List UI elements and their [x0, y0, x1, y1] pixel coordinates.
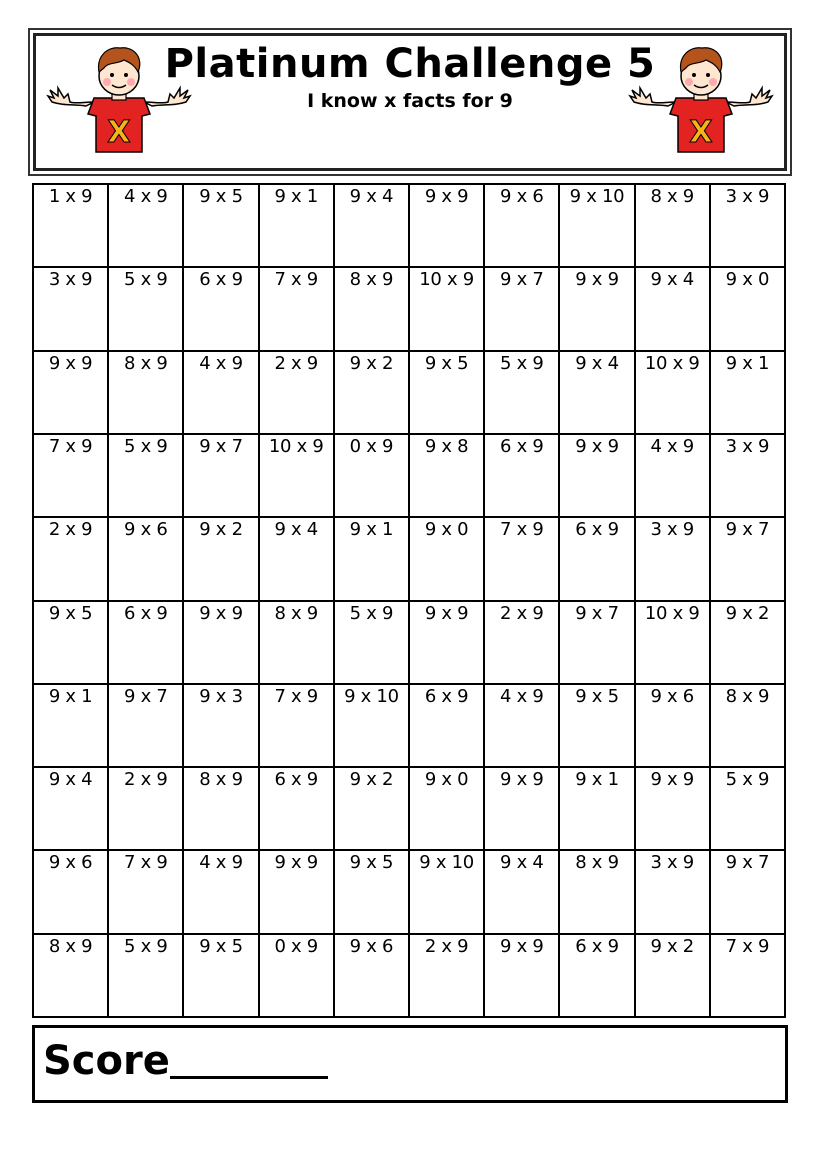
- fact-question: 9 x 5: [48, 602, 93, 624]
- fact-question: 9 x 4: [575, 352, 619, 374]
- fact-question: 2 x 9: [424, 935, 469, 957]
- fact-cell[interactable]: [485, 352, 560, 435]
- fact-cell[interactable]: [109, 602, 184, 685]
- fact-question: 8 x 9: [650, 186, 694, 207]
- fact-cell[interactable]: [109, 435, 184, 518]
- fact-cell[interactable]: [560, 518, 635, 601]
- fact-question: 7 x 9: [274, 685, 318, 707]
- fact-question: 4 x 9: [199, 852, 243, 874]
- fact-question: 9 x 3: [199, 685, 243, 707]
- fact-cell[interactable]: [711, 518, 786, 601]
- fact-question: 9 x 7: [500, 269, 544, 291]
- fact-question: 9 x 9: [424, 186, 469, 207]
- score-label: Score: [43, 1038, 170, 1084]
- fact-question: 6 x 9: [500, 435, 544, 457]
- fact-question: 0 x 9: [274, 935, 318, 957]
- fact-cell[interactable]: [184, 185, 259, 268]
- fact-cell[interactable]: [636, 935, 711, 1018]
- fact-question: 3 x 9: [725, 435, 770, 457]
- fact-cell[interactable]: [109, 685, 184, 768]
- fact-cell[interactable]: [34, 768, 109, 851]
- fact-cell[interactable]: [636, 602, 711, 685]
- fact-question: 10 x 9: [644, 352, 700, 374]
- score-box: [32, 1025, 788, 1103]
- fact-question: 7 x 9: [725, 935, 770, 957]
- title-banner: [28, 28, 792, 176]
- fact-cell[interactable]: [260, 435, 335, 518]
- fact-question: 9 x 5: [349, 852, 394, 874]
- fact-question: 9 x 9: [274, 852, 318, 874]
- fact-question: 9 x 5: [199, 186, 243, 207]
- fact-cell[interactable]: [34, 851, 109, 934]
- fact-question: 9 x 7: [725, 519, 770, 541]
- fact-cell[interactable]: [335, 851, 410, 934]
- fact-question: 3 x 9: [650, 852, 694, 874]
- fact-cell[interactable]: [711, 352, 786, 435]
- fact-question: 6 x 9: [199, 269, 243, 291]
- fact-cell[interactable]: [34, 518, 109, 601]
- fact-question: 9 x 9: [500, 769, 544, 791]
- fact-question: 9 x 4: [274, 519, 318, 541]
- fact-question: 8 x 9: [274, 602, 318, 624]
- fact-cell[interactable]: [34, 185, 109, 268]
- fact-question: 9 x 1: [274, 186, 318, 207]
- fact-cell[interactable]: [636, 268, 711, 351]
- fact-question: 2 x 9: [124, 769, 168, 791]
- fact-question: 5 x 9: [725, 769, 770, 791]
- fact-cell[interactable]: [335, 768, 410, 851]
- fact-cell[interactable]: [335, 352, 410, 435]
- fact-question: 8 x 9: [349, 269, 394, 291]
- mascot-right-image: [626, 44, 776, 154]
- fact-cell[interactable]: [109, 352, 184, 435]
- fact-cell[interactable]: [410, 768, 485, 851]
- fact-cell[interactable]: [636, 352, 711, 435]
- fact-cell[interactable]: [260, 685, 335, 768]
- fact-question: 6 x 9: [124, 602, 168, 624]
- fact-cell[interactable]: [184, 768, 259, 851]
- fact-cell[interactable]: [560, 185, 635, 268]
- fact-question: 7 x 9: [500, 519, 544, 541]
- fact-cell[interactable]: [636, 435, 711, 518]
- fact-question: 9 x 4: [500, 852, 544, 874]
- fact-cell[interactable]: [410, 518, 485, 601]
- fact-question: 0 x 9: [349, 435, 394, 457]
- fact-cell[interactable]: [485, 935, 560, 1018]
- fact-question: 9 x 6: [48, 852, 93, 874]
- fact-cell[interactable]: [109, 518, 184, 601]
- fact-cell[interactable]: [485, 268, 560, 351]
- fact-question: 3 x 9: [725, 186, 770, 207]
- fact-question: 9 x 7: [124, 685, 168, 707]
- fact-cell[interactable]: [109, 268, 184, 351]
- fact-cell[interactable]: [34, 685, 109, 768]
- fact-cell[interactable]: [184, 518, 259, 601]
- fact-question: 9 x 9: [575, 269, 619, 291]
- fact-cell[interactable]: [260, 518, 335, 601]
- fact-cell[interactable]: [34, 935, 109, 1018]
- fact-cell[interactable]: [184, 685, 259, 768]
- fact-cell[interactable]: [485, 185, 560, 268]
- fact-question: 9 x 1: [48, 685, 93, 707]
- fact-question: 9 x 1: [349, 519, 394, 541]
- fact-cell[interactable]: [109, 768, 184, 851]
- fact-cell[interactable]: [711, 935, 786, 1018]
- fact-cell[interactable]: [711, 768, 786, 851]
- fact-cell[interactable]: [335, 935, 410, 1018]
- fact-cell[interactable]: [260, 185, 335, 268]
- fact-question: 10 x 9: [419, 269, 474, 291]
- fact-question: 7 x 9: [48, 435, 93, 457]
- fact-question: 1 x 9: [48, 186, 93, 207]
- page-subtitle: I know x facts for 9: [307, 90, 513, 112]
- fact-cell[interactable]: [560, 935, 635, 1018]
- fact-question: 9 x 2: [725, 602, 770, 624]
- fact-cell[interactable]: [335, 602, 410, 685]
- title-banner-inner: [33, 33, 787, 171]
- fact-cell[interactable]: [260, 768, 335, 851]
- fact-cell[interactable]: [260, 352, 335, 435]
- fact-question: 4 x 9: [650, 435, 694, 457]
- fact-question: 9 x 5: [199, 935, 243, 957]
- fact-cell[interactable]: [335, 685, 410, 768]
- fact-question: 10 x 9: [644, 602, 700, 624]
- fact-question: 9 x 9: [500, 935, 544, 957]
- fact-question: 9 x 9: [424, 602, 469, 624]
- fact-cell[interactable]: [410, 935, 485, 1018]
- fact-cell[interactable]: [410, 268, 485, 351]
- fact-question: 9 x 4: [650, 269, 694, 291]
- fact-question: 9 x 6: [500, 186, 544, 207]
- fact-cell[interactable]: [260, 935, 335, 1018]
- fact-question: 9 x 4: [349, 186, 394, 207]
- fact-cell[interactable]: [260, 851, 335, 934]
- fact-cell[interactable]: [34, 602, 109, 685]
- fact-cell[interactable]: [560, 435, 635, 518]
- fact-cell[interactable]: [711, 185, 786, 268]
- fact-question: 2 x 9: [274, 352, 318, 374]
- fact-question: 8 x 9: [48, 935, 93, 957]
- fact-cell[interactable]: [34, 352, 109, 435]
- fact-cell[interactable]: [560, 768, 635, 851]
- fact-question: 9 x 1: [575, 769, 619, 791]
- fact-cell[interactable]: [560, 352, 635, 435]
- fact-cell[interactable]: [560, 268, 635, 351]
- fact-cell[interactable]: [711, 602, 786, 685]
- fact-question: 9 x 9: [48, 352, 93, 374]
- fact-question: 9 x 2: [199, 519, 243, 541]
- fact-cell[interactable]: [636, 685, 711, 768]
- fact-cell[interactable]: [410, 685, 485, 768]
- fact-cell[interactable]: [335, 185, 410, 268]
- fact-cell[interactable]: [636, 768, 711, 851]
- fact-cell[interactable]: [485, 685, 560, 768]
- fact-question: 6 x 9: [274, 769, 318, 791]
- fact-question: 5 x 9: [124, 435, 168, 457]
- fact-cell[interactable]: [109, 185, 184, 268]
- fact-cell[interactable]: [560, 851, 635, 934]
- fact-cell[interactable]: [109, 851, 184, 934]
- fact-cell[interactable]: [335, 435, 410, 518]
- fact-cell[interactable]: [485, 851, 560, 934]
- fact-cell[interactable]: [184, 352, 259, 435]
- fact-cell[interactable]: [260, 268, 335, 351]
- fact-question: 9 x 5: [575, 685, 619, 707]
- fact-question: 9 x 1: [725, 352, 770, 374]
- fact-question: 9 x 2: [650, 935, 694, 957]
- fact-cell[interactable]: [711, 685, 786, 768]
- fact-question: 9 x 2: [349, 769, 394, 791]
- fact-cell[interactable]: [636, 518, 711, 601]
- fact-question: 9 x 2: [349, 352, 394, 374]
- fact-question: 5 x 9: [349, 602, 394, 624]
- fact-cell[interactable]: [485, 768, 560, 851]
- fact-question: 3 x 9: [650, 519, 694, 541]
- fact-cell[interactable]: [410, 352, 485, 435]
- fact-cell[interactable]: [34, 268, 109, 351]
- fact-question: 8 x 9: [199, 769, 243, 791]
- fact-question: 9 x 9: [650, 769, 694, 791]
- fact-question: 9 x 0: [424, 769, 469, 791]
- fact-question: 9 x 10: [419, 852, 474, 874]
- fact-question: 4 x 9: [124, 186, 168, 207]
- fact-cell[interactable]: [711, 435, 786, 518]
- fact-question: 2 x 9: [48, 519, 93, 541]
- fact-cell[interactable]: [184, 435, 259, 518]
- fact-question: 7 x 9: [124, 852, 168, 874]
- fact-cell[interactable]: [410, 185, 485, 268]
- fact-cell[interactable]: [485, 435, 560, 518]
- fact-question: 9 x 7: [199, 435, 243, 457]
- fact-question: 9 x 6: [124, 519, 168, 541]
- fact-question: 9 x 4: [48, 769, 93, 791]
- fact-cell[interactable]: [485, 602, 560, 685]
- fact-cell[interactable]: [109, 935, 184, 1018]
- fact-cell[interactable]: [184, 851, 259, 934]
- fact-question: 9 x 9: [575, 435, 619, 457]
- page-title: Platinum Challenge 5: [164, 41, 656, 87]
- fact-question: 8 x 9: [725, 685, 770, 707]
- fact-question: 8 x 9: [575, 852, 619, 874]
- fact-cell[interactable]: [560, 685, 635, 768]
- fact-question: 9 x 9: [199, 602, 243, 624]
- fact-question: 9 x 0: [424, 519, 469, 541]
- fact-question: 9 x 7: [725, 852, 770, 874]
- fact-cell[interactable]: [560, 602, 635, 685]
- fact-cell[interactable]: [636, 185, 711, 268]
- fact-cell[interactable]: [410, 602, 485, 685]
- score-answer-line[interactable]: [170, 1076, 328, 1079]
- fact-question: 6 x 9: [424, 685, 469, 707]
- fact-question: 9 x 0: [725, 269, 770, 291]
- fact-cell[interactable]: [260, 602, 335, 685]
- fact-question: 9 x 10: [569, 186, 625, 207]
- fact-cell[interactable]: [34, 435, 109, 518]
- fact-cell[interactable]: [184, 268, 259, 351]
- svg-text:X: X: [107, 115, 131, 150]
- fact-question: 6 x 9: [575, 519, 619, 541]
- fact-question: 8 x 9: [124, 352, 168, 374]
- fact-cell[interactable]: [711, 851, 786, 934]
- fact-question: 5 x 9: [124, 935, 168, 957]
- fact-question: 9 x 5: [424, 352, 469, 374]
- fact-cell[interactable]: [636, 851, 711, 934]
- fact-question: 4 x 9: [500, 685, 544, 707]
- fact-cell[interactable]: [184, 602, 259, 685]
- fact-question: 5 x 9: [124, 269, 168, 291]
- fact-question: 3 x 9: [48, 269, 93, 291]
- fact-cell[interactable]: [485, 518, 560, 601]
- fact-question: 9 x 6: [349, 935, 394, 957]
- fact-cell[interactable]: [410, 435, 485, 518]
- fact-question: 9 x 7: [575, 602, 619, 624]
- fact-cell[interactable]: [711, 268, 786, 351]
- fact-question: 2 x 9: [500, 602, 544, 624]
- fact-question: 9 x 6: [650, 685, 694, 707]
- fact-cell[interactable]: [184, 935, 259, 1018]
- fact-question: 5 x 9: [500, 352, 544, 374]
- fact-cell[interactable]: [335, 518, 410, 601]
- fact-question: 6 x 9: [575, 935, 619, 957]
- fact-question: 9 x 10: [344, 685, 399, 707]
- facts-grid: [32, 183, 786, 1018]
- fact-cell[interactable]: [335, 268, 410, 351]
- fact-cell[interactable]: [410, 851, 485, 934]
- fact-question: 7 x 9: [274, 269, 318, 291]
- fact-question: 10 x 9: [268, 435, 324, 457]
- fact-question: 4 x 9: [199, 352, 243, 374]
- svg-text:X: X: [689, 115, 713, 150]
- fact-question: 9 x 8: [424, 435, 469, 457]
